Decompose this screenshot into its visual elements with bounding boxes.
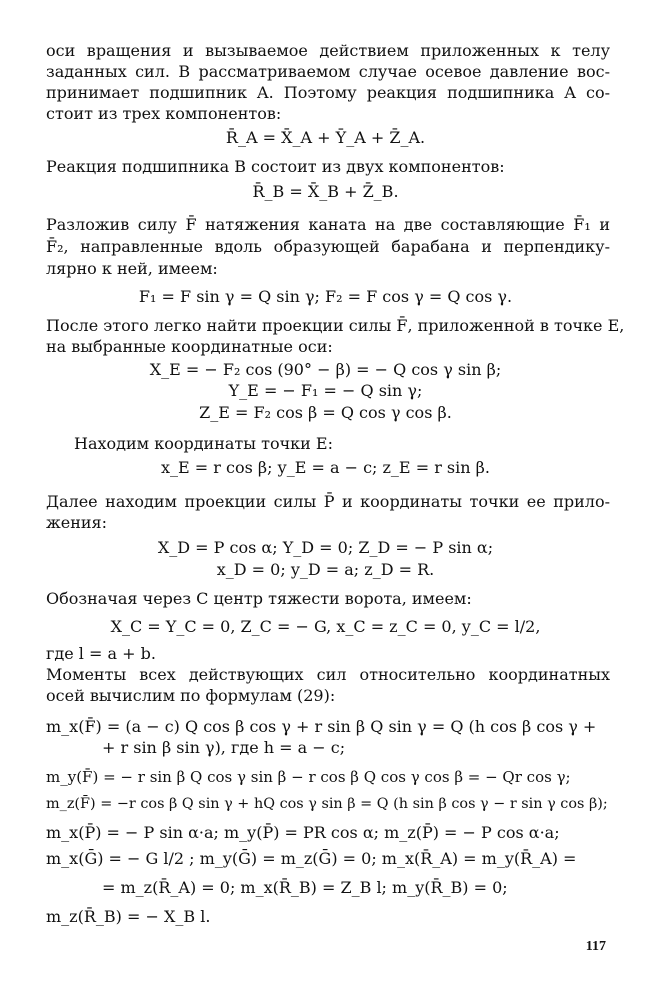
text-line: Обозначая через C центр тяжести ворота, имеем:: [46, 589, 472, 608]
text-line: R̄_A = X̄_A + Ȳ_A + Z̄_A.: [225, 128, 426, 147]
text-line: Z_E = F₂ cos β = Q cos γ cos β.: [199, 403, 452, 422]
text-line: осей вычислим по формулам (29):: [46, 686, 336, 705]
text-line: принимает подшипник A. Поэтому реакция подшипника A со-: [46, 83, 610, 102]
text-line: Находим координаты точки E:: [74, 434, 333, 453]
text-line: m_z(F̄) = −r cos β Q sin γ + hQ cos γ sin β = Q (h sin β cos γ − r sin γ cos β);: [46, 796, 608, 812]
text-line: где l = a + b.: [46, 644, 156, 663]
text-line: Реакция подшипника B состоит из двух компонентов:: [46, 157, 505, 176]
text-line: = m_z(R̄_A) = 0; m_x(R̄_B) = Z_B l; m_y(R̄_B) = 0;: [102, 878, 508, 897]
text-line: m_x(P̄) = − P sin α·a; m_y(P̄) = PR cos α; m_z(P̄) = − P cos α·a;: [46, 823, 560, 842]
text-line: X_D = P cos α; Y_D = 0; Z_D = − P sin α;: [157, 538, 494, 557]
text-line: m_x(Ḡ) = − G l/2 ; m_y(Ḡ) = m_z(Ḡ) = 0; m_x(R̄_A) = m_y(R̄_A) =: [46, 849, 577, 868]
text-line: x_D = 0; y_D = a; z_D = R.: [216, 560, 435, 579]
text-line: заданных сил. В рассматриваемом случае осевое давление вос-: [46, 62, 610, 81]
text-line: Далее находим проекции силы P̄ и координаты точки ее прило-: [46, 492, 610, 511]
text-line: m_y(F̄) = − r sin β Q cos γ sin β − r cos β Q cos γ cos β = − Qr cos γ;: [46, 768, 571, 786]
text-line: на выбранные координатные оси:: [46, 337, 333, 356]
text-line: Разложив силу F̄ натяжения каната на две составляющие F̄₁ и: [46, 215, 610, 234]
text-line: m_z(R̄_B) = − X_B l.: [46, 907, 211, 926]
text-line: x_E = r cos β; y_E = a − c; z_E = r sin β.: [161, 458, 490, 477]
text-line: m_x(F̄) = (a − c) Q cos β cos γ + r sin β Q sin γ = Q (h cos β cos γ +: [46, 717, 597, 736]
text-line: F̄₂, направленные вдоль образующей барабана и перпендику-: [46, 237, 610, 256]
text-line: F₁ = F sin γ = Q sin γ; F₂ = F cos γ = Q cos γ.: [138, 287, 513, 306]
text-line: оси вращения и вызываемое действием приложенных к телу: [46, 41, 610, 60]
text-line: R̄_B = X̄_B + Z̄_B.: [252, 182, 399, 201]
text-line: жения:: [46, 513, 107, 532]
text-line: После этого легко найти проекции силы F̄, приложенной в точке E,: [46, 316, 625, 335]
text-line: Y_E = − F₁ = − Q sin γ;: [228, 381, 423, 400]
text-line: + r sin β sin γ), где h = a − c;: [102, 738, 346, 757]
text-line: Моменты всех действующих сил относительно координатных: [46, 665, 610, 684]
text-line: стоит из трех компонентов:: [46, 104, 282, 123]
text-line: X_E = − F₂ cos (90° − β) = − Q cos γ sin β;: [149, 360, 502, 379]
text-line: лярно к ней, имеем:: [46, 259, 218, 278]
text-line: X_C = Y_C = 0, Z_C = − G, x_C = z_C = 0, y_C = l/2,: [110, 617, 541, 636]
page-number: 117: [585, 939, 606, 954]
